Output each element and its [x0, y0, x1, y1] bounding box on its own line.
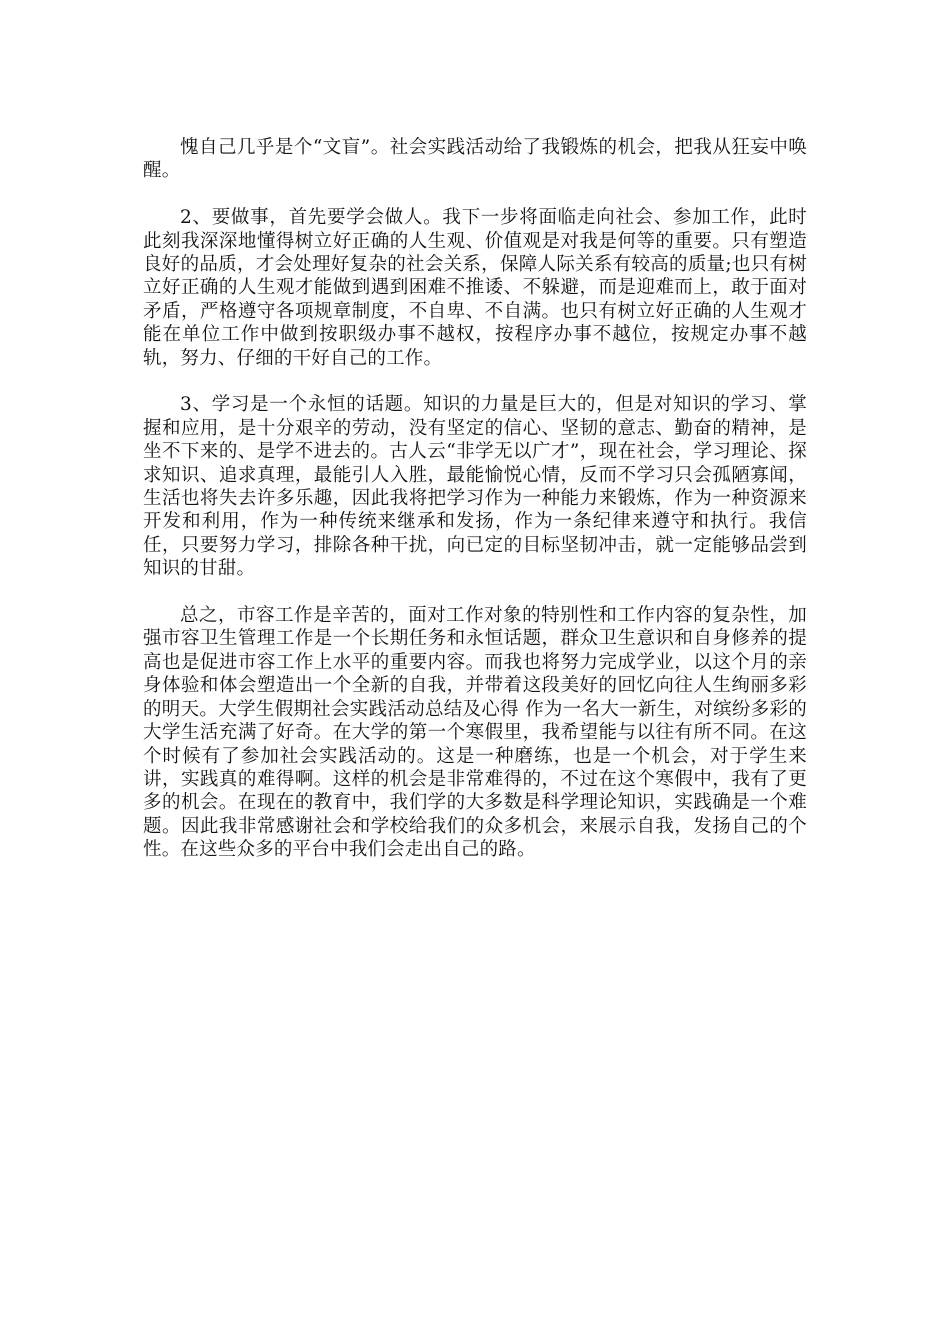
paragraph-3: 3、学习是一个永恒的话题。知识的力量是巨大的，但是对知识的学习、掌握和应用，是十分艰辛的劳动，没有坚定的信心、坚韧的意志、勤奋的精神，是坐不下来的、是学不进去的。古人云“非学无以广才”，现在社会，学习理论、探求知识、追求真理，最能引人入胜，最能愉悦心情，反而不学习只会孤陋寡闻，生活也将失去许多乐趣，因此我将把学习作为一种能力来锻炼，作为一种资源来开发和利用，作为一种传统来继承和发扬，作为一条纪律来遵守和执行。我信任，只要努力学习，排除各种干扰，向已定的目标坚韧冲击，就一定能够品尝到知识的甘甜。 — [143, 394, 807, 580]
document-body — [143, 136, 807, 885]
paragraph-2: 2、要做事，首先要学会做人。我下一步将面临走向社会、参加工作，此时此刻我深深地懂得树立好正确的人生观、价值观是对我是何等的重要。只有塑造良好的品质，才会处理好复杂的社会关系，保障人际关系有较高的质量;也只有树立好正确的人生观才能做到遇到困难不推诿、不躲避，而是迎难而上，敢于面对矛盾，严格遵守各项规章制度，不自卑、不自满。也只有树立好正确的人生观才能在单位工作中做到按职级办事不越权，按程序办事不越位，按规定办事不越轨，努力、仔细的干好自己的工作。 — [143, 207, 807, 369]
paragraph-1: 愧自己几乎是个“文盲”。社会实践活动给了我锻炼的机会，把我从狂妄中唤醒。 — [143, 137, 807, 182]
paragraph-4: 总之，市容工作是辛苦的，面对工作对象的特别性和工作内容的复杂性，加强市容卫生管理工作是一个长期任务和永恒话题，群众卫生意识和自身修养的提高也是促进市容工作上水平的重要内容。而我也将努力完成学业，以这个月的亲身体验和体会塑造出一个全新的自我，并带着这段美好的回忆向往人生绚丽多彩的明天。大学生假期社会实践活动总结及心得 作为一名大一新生，对缤纷多彩的大学生活充满了好奇。在大学的第一个寒假里，我希望能与以往有所不同。在这个时候有了参加社会实践活动的。这是一种磨练，也是一个机会，对于学生来讲，实践真的难得啊。这样的机会是非常难得的，不过在这个寒假中，我有了更多的机会。在现在的教育中，我们学的大多数是科学理论知识，实践确是一个难题。因此我非常感谢社会和学校给我们的众多机会，来展示自我，发扬自己的个性。在这些众多的平台中我们会走出自己的路。 — [143, 605, 807, 861]
